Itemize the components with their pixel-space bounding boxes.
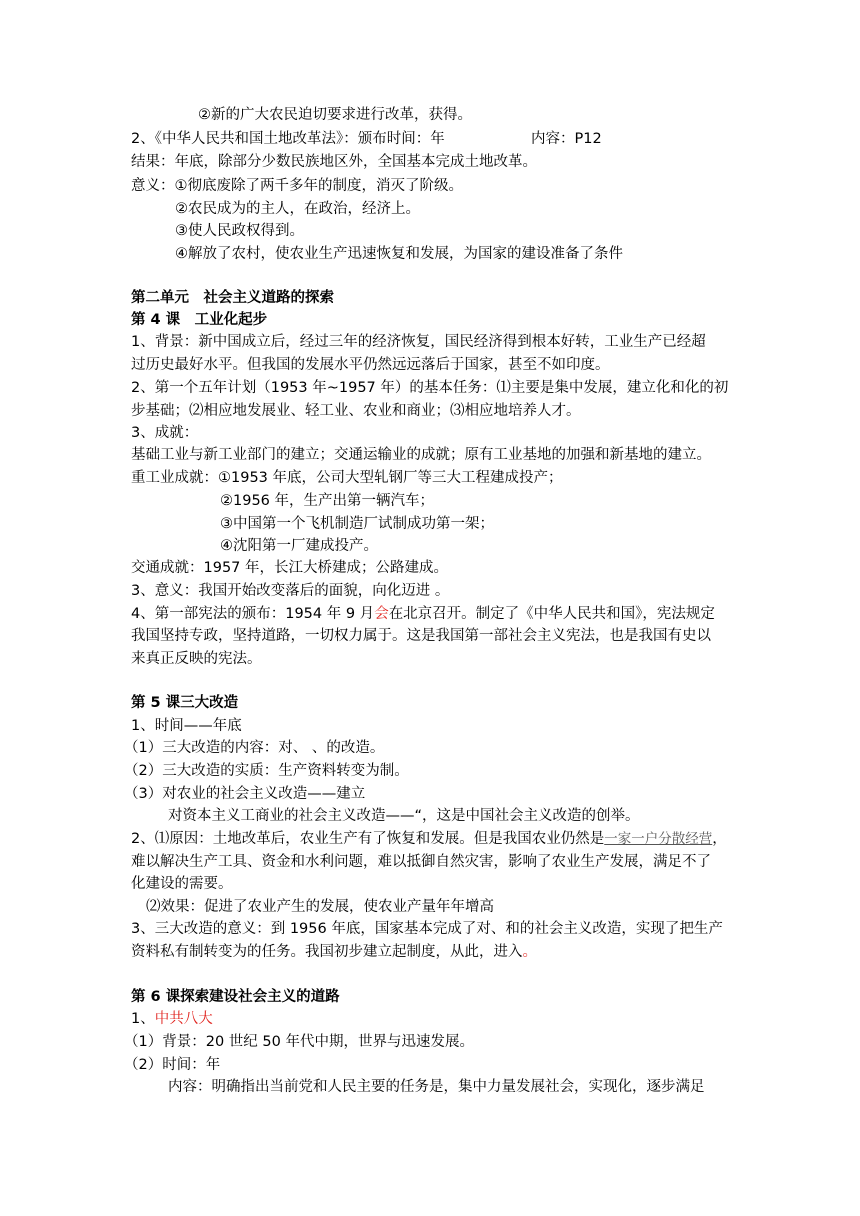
text-line: 1、时间——年底 (131, 718, 242, 734)
text-segment: 在北京召开。制定了《中华人民共和国》，宪法规定 (388, 606, 715, 622)
text-line: 难以解决生产工具、资金和水利问题，难以抵御自然灾害，影响了农业生产发展，满足不了 (131, 854, 711, 870)
highlight-text: 会 (374, 606, 389, 622)
text-line: 对资本主义工商业的社会主义改造——“，这是中国社会主义改造的创举。 (168, 808, 640, 824)
text-line: 重工业成就：①1953 年底，公司大型轧钢厂等三大工程建成投产； (131, 470, 563, 486)
text-line: ④解放了农村，使农业生产迅速恢复和发展，为国家的建设准备了条件 (175, 246, 623, 262)
text-line: （1）背景：20 世纪 50 年代中期，世界与迅速发展。 (124, 1034, 474, 1050)
highlight-text: 。 (522, 944, 537, 960)
text-line: （3）对农业的社会主义改造——建立 (124, 786, 366, 802)
text-line: 结果：年底，除部分少数民族地区外，全国基本完成土地改革。 (131, 154, 537, 170)
text-line: ③中国第一个飞机制造厂试制成功第一架； (220, 516, 494, 532)
text-line (131, 1008, 213, 1030)
text-line: （2）三大改造的实质：生产资料转变为制。 (124, 763, 409, 779)
text-line: 内容：明确指出当前党和人民主要的任务是，集中力量发展社会，实现化，逐步满足 (168, 1079, 705, 1095)
unit-heading: 第二单元 社会主义道路的探索 (131, 290, 334, 306)
text-line: 2、第一个五年计划（1953 年~1957 年）的基本任务：⑴主要是集中发展，建立化和化的初 (131, 380, 729, 396)
text-line: ②1956 年，生产出第一辆汽车； (220, 493, 435, 509)
text-line (131, 128, 602, 150)
text-segment: 资料私有制转变为的任务。我国初步建立起制度，从此，进入 (131, 944, 523, 960)
text-line: 交通成就：1957 年，长江大桥建成；公路建成。 (131, 560, 449, 576)
text-line: 3、成就： (131, 425, 199, 441)
text-line: 3、意义：我国开始改变落后的面貌，向化迈进 。 (131, 583, 450, 599)
text-line: 化建设的需要。 (131, 876, 233, 892)
text-segment: 2、⑴原因：土地改革后，农业生产有了恢复和发展。但是我国农业仍然是 (131, 831, 605, 847)
text-line: ④沈阳第一厂建成投产。 (220, 538, 378, 554)
text-line (131, 603, 715, 625)
text-line: 意义：①彻底废除了两千多年的制度，消灭了阶级。 (131, 178, 463, 194)
text-line: ②农民成为的主人，在政治，经济上。 (175, 201, 420, 217)
lesson-heading: 第 5 课三大改造 (131, 695, 239, 711)
text-line: 基础工业与新工业部门的建立；交通运输业的成就；原有工业基地的加强和新基地的建立。 (131, 447, 711, 463)
text-line: ③使人民政权得到。 (175, 223, 304, 239)
text-line: 来真正反映的宪法。 (131, 651, 262, 667)
text-line: 3、三大改造的意义：到 1956 年底，国家基本完成了对、和的社会主义改造，实现了把生产 (131, 921, 723, 937)
lesson-heading: 第 6 课探索建设社会主义的道路 (131, 989, 340, 1005)
text-line: （1）三大改造的内容：对、 、的改造。 (124, 740, 385, 756)
text-line: 我国坚持专政，坚持道路，一切权力属于。这是我国第一部社会主义宪法，也是我国有史以 (131, 628, 711, 644)
text-line: （2）时间：年 (124, 1057, 221, 1073)
underlined-text: 一家一户分散经营 (604, 831, 713, 847)
text-line: 1、背景：新中国成立后，经过三年的经济恢复，国民经济得到根本好转，工业生产已经超 (131, 334, 706, 350)
text-segment: ， (712, 831, 727, 847)
text-segment: 4、第一部宪法的颁布：1954 年 9 月 (131, 606, 375, 622)
text-line (131, 828, 727, 850)
text-segment: 2、《中华人民共和国土地改革法》：颁布时间：年 (131, 131, 445, 147)
lesson-heading: 第 4 课 工业化起步 (131, 312, 268, 328)
text-segment: 内容：P12 (531, 131, 602, 147)
text-segment: 1、 (131, 1011, 155, 1027)
text-line: 步基础；⑵相应地发展业、轻工业、农业和商业；⑶相应地培养人才。 (131, 403, 581, 419)
text-line: ②新的广大农民迫切要求进行改革，获得。 (198, 107, 472, 123)
text-line (131, 941, 537, 963)
text-line: 过历史最好水平。但我国的发展水平仍然远远落后于国家，甚至不如印度。 (131, 357, 610, 373)
text-line: ⑵效果：促进了农业产生的发展，使农业产量年年增高 (146, 899, 494, 915)
highlight-text: 中共八大 (154, 1011, 213, 1027)
